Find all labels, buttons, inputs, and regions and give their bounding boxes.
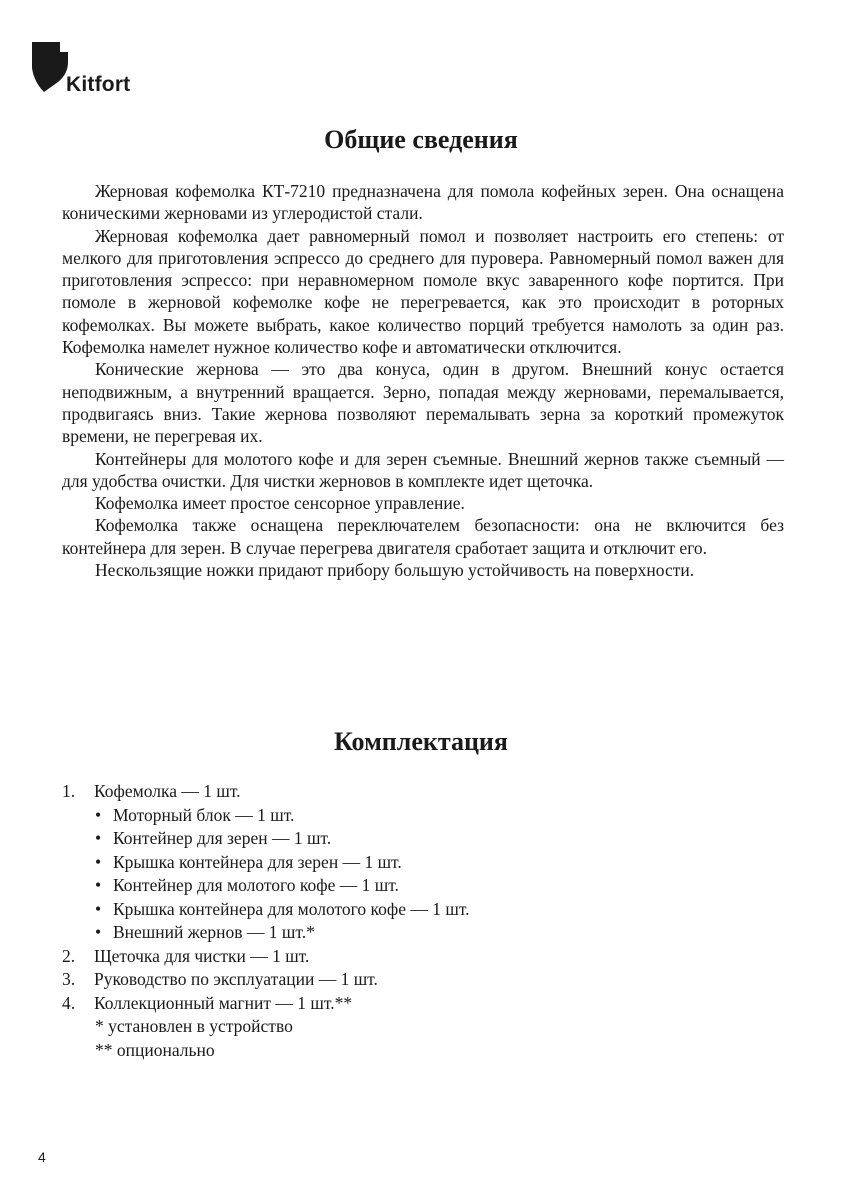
list-number: 3. xyxy=(62,969,76,989)
paragraph: Кофемолка имеет простое сенсорное управление. xyxy=(95,493,465,514)
page-number: 4 xyxy=(38,1149,46,1165)
list-item-text: Внешний жернов — 1 шт.* xyxy=(113,922,315,942)
list-number: 4. xyxy=(62,992,76,1013)
list-item xyxy=(62,945,784,969)
bullet: • xyxy=(95,898,102,919)
list-item-text: Щеточка для чистки — 1 шт. xyxy=(94,945,310,966)
list-subitem xyxy=(62,804,784,828)
section-title-package: Комплектация xyxy=(334,727,508,756)
brand-name: Kitfort xyxy=(66,73,131,96)
list-item-text: Контейнер для молотого кофе — 1 шт. xyxy=(113,875,399,895)
bullet: • xyxy=(95,875,102,895)
list-subitem xyxy=(62,827,784,851)
list-subitem xyxy=(62,874,784,898)
list-item-text: Крышка контейнера для зерен — 1 шт. xyxy=(113,851,402,872)
paragraph: Жерновая кофемолка КТ-7210 предназначена для помола кофейных зерен. Она оснащена коническими жерновами из углеродистой стали. xyxy=(62,181,784,224)
list-item-text: Моторный блок — 1 шт. xyxy=(113,804,295,825)
list-item-text: Руководство по эксплуатации — 1 шт. xyxy=(94,969,378,989)
package-contents-list xyxy=(62,780,784,1062)
general-info-text xyxy=(62,180,784,581)
kitfort-logo xyxy=(32,42,142,98)
footnote: * установлен в устройство xyxy=(95,1016,293,1036)
list-item-text: Контейнер для зерен — 1 шт. xyxy=(113,828,332,848)
paragraph: Конические жернова — это два конуса, один в другом. Внешний конус остается неподвижным, а внутренний вращается. Зерно, попадая между жерновами, перемалывается, продвигаясь вниз. Такие жернова позволяют перемалывать зерна за короткий промежуток времени, не перегревая их. xyxy=(62,359,784,447)
bullet: • xyxy=(95,851,102,872)
list-subitem xyxy=(62,851,784,875)
section-title-general: Общие сведения xyxy=(324,125,518,154)
bullet: • xyxy=(95,828,102,848)
bullet: • xyxy=(95,922,102,942)
kitfort-logo-icon xyxy=(32,42,68,94)
list-number: 1. xyxy=(62,781,76,801)
list-item xyxy=(62,780,784,804)
list-item-text: Крышка контейнера для молотого кофе — 1 шт. xyxy=(113,898,470,919)
list-item-text: Кофемолка — 1 шт. xyxy=(94,781,241,801)
paragraph: Кофемолка также оснащена переключателем безопасности: она не включится без контейнера для зерен. В случае перегрева двигателя сработает защита и отключит его. xyxy=(62,515,784,558)
paragraph: Жерновая кофемолка дает равномерный помол и позволяет настроить его степень: от мелкого для приготовления эспрессо до среднего для пуровера. Равномерный помол важен для приготовления эспрессо: при неравномерном помоле вкус заваренного кофе портится. При помоле в жерновой кофемолке кофе не перегревается, как это происходит в роторных кофемолках. Вы можете выбрать, какое количество порций требуется намолоть за один раз. Кофемолка намелет нужное количество кофе и автоматически отключится. xyxy=(62,225,784,358)
list-item xyxy=(62,968,784,992)
list-number: 2. xyxy=(62,945,76,966)
footnote: ** опционально xyxy=(95,1039,215,1060)
bullet: • xyxy=(95,804,102,825)
paragraph: Контейнеры для молотого кофе и для зерен съемные. Внешний жернов также съемный — для удобства очистки. Для чистки жерновов в комплекте идет щеточка. xyxy=(62,448,784,491)
list-item-text: Коллекционный магнит — 1 шт.** xyxy=(94,992,353,1013)
list-item xyxy=(62,992,784,1016)
list-subitem xyxy=(62,921,784,945)
list-subitem xyxy=(62,898,784,922)
paragraph: Нескользящие ножки придают прибору большую устойчивость на поверхности. xyxy=(95,560,695,581)
